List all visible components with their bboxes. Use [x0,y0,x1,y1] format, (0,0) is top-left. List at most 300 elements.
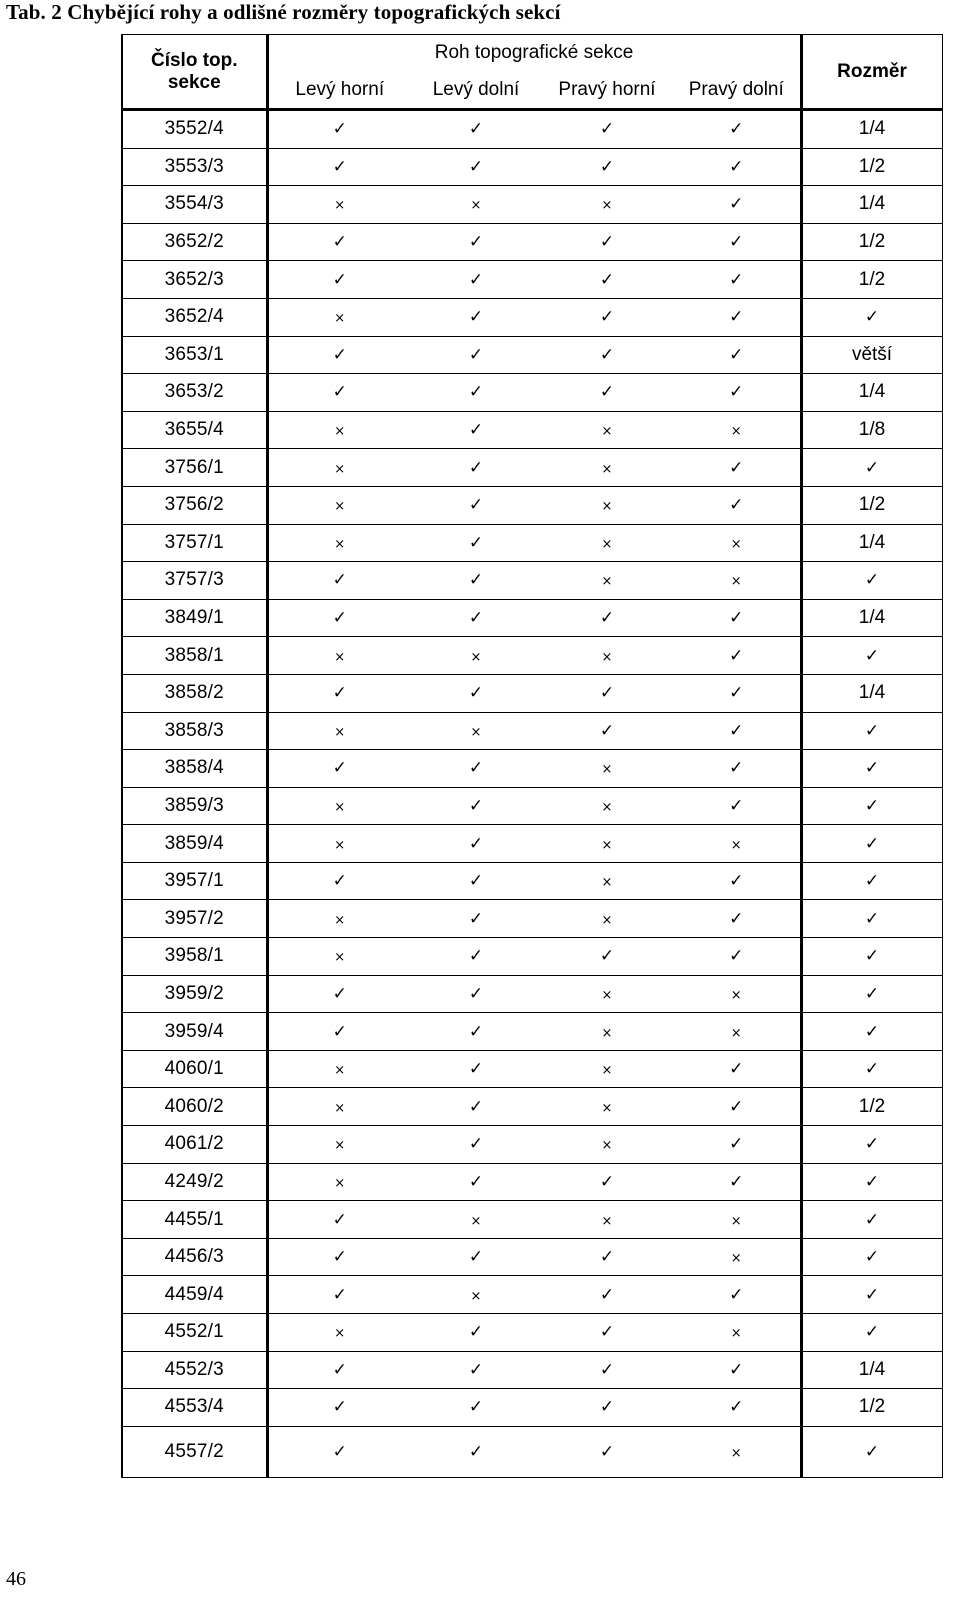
corner-cell [267,261,411,299]
table-row [122,938,942,976]
corner-cell [673,900,801,938]
check-icon: ✓ [864,795,880,816]
corner-cell [541,712,673,750]
section-number-cell: 4459/4 [122,1276,267,1314]
size-cell [801,486,942,524]
table-row [122,1163,942,1201]
check-icon: ✓ [864,1322,880,1343]
section-number-cell: 3957/2 [122,900,267,938]
size-cell [801,336,942,374]
corner-cell [411,1050,541,1088]
corner-cell [673,1201,801,1239]
corner-cell [267,1351,411,1389]
check-icon: ✓ [729,382,744,403]
cross-icon: × [334,912,346,928]
corner-cell [673,261,801,299]
corner-cell [541,637,673,675]
corner-cell [411,1013,541,1051]
cross-icon: × [601,1063,613,1079]
corner-cell [541,1314,673,1352]
cross-icon: × [601,461,613,477]
check-icon: ✓ [729,1059,744,1080]
corner-cell [673,1013,801,1051]
size-cell [801,223,942,261]
corner-cell [411,110,541,149]
corner-cell [267,374,411,412]
size-cell [801,449,942,487]
check-icon: ✓ [729,156,744,177]
check-icon: ✓ [599,1171,615,1192]
section-number-cell: 3958/1 [122,938,267,976]
table-row [122,148,942,186]
corner-cell [411,1238,541,1276]
corner-cell [411,1163,541,1201]
corner-cell [541,110,673,149]
corner-cell [673,938,801,976]
corner-cell [267,1050,411,1088]
corner-cell [541,938,673,976]
corner-cell [267,712,411,750]
table-row [122,862,942,900]
cross-icon: × [470,724,482,740]
corner-cell [267,186,411,224]
check-icon: ✓ [729,1284,744,1305]
cross-icon: × [334,1138,346,1154]
table-row [122,975,942,1013]
corner-cell [267,110,411,149]
table-row [122,1276,942,1314]
section-number-cell: 4553/4 [122,1389,267,1427]
table-row [122,562,942,600]
size-value: 1/4 [858,381,886,403]
corner-cell [411,1201,541,1239]
check-icon: ✓ [864,908,880,929]
check-icon: ✓ [729,683,744,704]
corner-cell [411,787,541,825]
corner-cell [673,411,801,449]
check-icon: ✓ [864,1284,880,1305]
corner-cell [673,110,801,149]
size-value: 1/4 [858,1358,886,1380]
corner-cell [267,486,411,524]
corner-cell [411,148,541,186]
section-number-cell: 3757/1 [122,524,267,562]
check-icon: ✓ [468,795,484,816]
check-icon: ✓ [468,908,484,929]
corner-cell [673,374,801,412]
check-icon: ✓ [332,344,347,365]
corner-cell [411,449,541,487]
size-value: 1/2 [858,1396,886,1418]
corner-cell [411,975,541,1013]
check-icon: ✓ [468,344,484,365]
corner-cell [673,862,801,900]
table-row [122,298,942,336]
check-icon: ✓ [864,1021,880,1042]
cross-icon: × [334,1063,346,1079]
header-corner-top-right: Pravý horní [541,71,673,110]
section-number-cell: 4455/1 [122,1201,267,1239]
corner-cell [673,298,801,336]
check-icon: ✓ [729,1397,744,1418]
table-caption: Tab. 2 Chybějící rohy a odlišné rozměry topografických sekcí [6,0,561,24]
corner-cell [411,1126,541,1164]
cross-icon: × [730,1251,742,1267]
size-value: 1/4 [858,193,886,215]
corner-cell [267,524,411,562]
table-row [122,1013,942,1051]
corner-cell [411,1389,541,1427]
section-number-cell: 3957/1 [122,862,267,900]
check-icon: ✓ [599,1247,615,1268]
section-number-cell: 4060/1 [122,1050,267,1088]
check-icon: ✓ [468,570,484,591]
header-size: Rozměr [801,35,942,110]
cross-icon: × [601,1100,613,1116]
corner-cell [411,637,541,675]
section-number-cell: 3959/2 [122,975,267,1013]
check-icon: ✓ [332,1397,347,1418]
cross-icon: × [730,574,742,590]
check-icon: ✓ [599,720,615,741]
table-row [122,1389,942,1427]
size-cell [801,1050,942,1088]
check-icon: ✓ [332,758,347,779]
check-icon: ✓ [332,382,347,403]
table-row [122,1426,942,1477]
size-cell [801,1389,942,1427]
size-cell [801,787,942,825]
check-icon: ✓ [729,608,744,629]
check-icon: ✓ [468,457,484,478]
check-icon: ✓ [332,1359,347,1380]
corner-cell [267,562,411,600]
check-icon: ✓ [729,307,744,328]
size-cell [801,261,942,299]
size-cell [801,1314,942,1352]
size-cell [801,186,942,224]
size-value: 1/2 [858,231,886,253]
table-row [122,1314,942,1352]
cross-icon: × [601,649,613,665]
page-number: 46 [6,1568,26,1590]
section-number-cell: 3756/1 [122,449,267,487]
section-number-cell: 3552/4 [122,110,267,149]
cross-icon: × [601,762,613,778]
check-icon: ✓ [864,871,880,892]
table-row [122,1238,942,1276]
corner-cell [673,1276,801,1314]
check-icon: ✓ [468,1322,484,1343]
cross-icon: × [730,987,742,1003]
check-icon: ✓ [729,269,744,290]
cross-icon: × [601,987,613,1003]
check-icon: ✓ [599,344,615,365]
cross-icon: × [470,1213,482,1229]
check-icon: ✓ [468,608,484,629]
check-icon: ✓ [332,1441,347,1462]
check-icon: ✓ [332,1209,347,1230]
cross-icon: × [334,424,346,440]
check-icon: ✓ [864,570,880,591]
cross-icon: × [334,536,346,552]
size-cell [801,674,942,712]
corner-cell [411,674,541,712]
check-icon: ✓ [599,1322,615,1343]
cross-icon: × [601,799,613,815]
corner-cell [411,1426,541,1477]
check-icon: ✓ [599,382,615,403]
check-icon: ✓ [332,232,347,253]
check-icon: ✓ [729,1134,744,1155]
table-row [122,712,942,750]
corner-cell [541,1050,673,1088]
check-icon: ✓ [332,269,347,290]
check-icon: ✓ [864,457,880,478]
table-row [122,1351,942,1389]
check-icon: ✓ [599,1441,615,1462]
check-icon: ✓ [468,758,484,779]
check-icon: ✓ [468,119,484,140]
cross-icon: × [601,912,613,928]
table-row [122,787,942,825]
corner-cell [267,825,411,863]
size-cell [801,750,942,788]
corner-cell [411,750,541,788]
section-number-cell: 3655/4 [122,411,267,449]
corner-cell [267,1314,411,1352]
section-number-cell: 3757/3 [122,562,267,600]
check-icon: ✓ [864,758,880,779]
corner-cell [411,261,541,299]
size-value: 1/2 [858,155,886,177]
corner-cell [267,298,411,336]
cross-icon: × [730,1025,742,1041]
corner-cell [673,787,801,825]
cross-icon: × [730,837,742,853]
check-icon: ✓ [599,119,615,140]
check-icon: ✓ [729,232,744,253]
corner-cell [267,449,411,487]
corner-cell [411,411,541,449]
corner-cell [541,862,673,900]
corner-cell [267,750,411,788]
corner-cell [673,1088,801,1126]
size-cell [801,1088,942,1126]
corner-cell [541,562,673,600]
size-cell [801,1013,942,1051]
cross-icon: × [601,198,613,214]
check-icon: ✓ [468,495,484,516]
header-section-line1: Číslo top. [150,49,238,71]
check-icon: ✓ [468,871,484,892]
corner-cell [267,637,411,675]
corner-cell [541,411,673,449]
corner-cell [541,1238,673,1276]
table-row [122,1050,942,1088]
corner-cell [267,411,411,449]
size-value: 1/4 [858,118,886,140]
table-row [122,524,942,562]
check-icon: ✓ [864,1059,880,1080]
table-row [122,110,942,149]
check-icon: ✓ [468,1171,484,1192]
check-icon: ✓ [468,1021,484,1042]
check-icon: ✓ [599,946,615,967]
check-icon: ✓ [599,269,615,290]
check-icon: ✓ [468,232,484,253]
corner-cell [673,486,801,524]
check-icon: ✓ [468,1096,484,1117]
header-corner-bottom-left: Levý dolní [411,71,541,110]
cross-icon: × [730,1213,742,1229]
corner-cell [541,148,673,186]
check-icon: ✓ [729,946,744,967]
size-cell [801,110,942,149]
size-cell [801,1426,942,1477]
corner-cell [267,1276,411,1314]
section-number-cell: 3859/4 [122,825,267,863]
header-section-line2: sekce [167,71,221,93]
corner-cell [267,1238,411,1276]
check-icon: ✓ [729,720,744,741]
cross-icon: × [334,499,346,515]
cross-icon: × [470,198,482,214]
section-number-cell: 4249/2 [122,1163,267,1201]
table-row [122,1201,942,1239]
corner-cell [541,1088,673,1126]
size-value: 1/4 [858,531,886,553]
check-icon: ✓ [332,1284,347,1305]
size-cell [801,1126,942,1164]
corner-cell [267,862,411,900]
corner-cell [541,336,673,374]
table-row [122,750,942,788]
cross-icon: × [470,1288,482,1304]
check-icon: ✓ [468,307,484,328]
corner-cell [411,1314,541,1352]
corner-cell [411,562,541,600]
check-icon: ✓ [468,1059,484,1080]
table-body [122,110,942,1478]
corner-cell [541,374,673,412]
corner-cell [267,1163,411,1201]
cross-icon: × [730,536,742,552]
corner-cell [411,900,541,938]
check-icon: ✓ [729,344,744,365]
check-icon: ✓ [864,833,880,854]
header-corner-bottom-right: Pravý dolní [673,71,801,110]
size-cell [801,1163,942,1201]
corner-cell [267,599,411,637]
size-value: 1/2 [858,1095,886,1117]
cross-icon: × [334,198,346,214]
check-icon: ✓ [864,1441,880,1462]
corner-cell [541,261,673,299]
section-number-cell: 3859/3 [122,787,267,825]
check-icon: ✓ [599,1359,615,1380]
corner-cell [541,1013,673,1051]
check-icon: ✓ [729,495,744,516]
size-cell [801,637,942,675]
size-value: 1/4 [858,682,886,704]
corner-cell [541,825,673,863]
corner-cell [411,223,541,261]
table-row [122,825,942,863]
cross-icon: × [334,1100,346,1116]
check-icon: ✓ [332,608,347,629]
cross-icon: × [334,461,346,477]
corner-cell [673,524,801,562]
section-number-cell: 4061/2 [122,1126,267,1164]
corner-cell [673,712,801,750]
check-icon: ✓ [599,156,615,177]
check-icon: ✓ [729,908,744,929]
corner-cell [541,223,673,261]
cross-icon: × [334,311,346,327]
corner-cell [541,524,673,562]
check-icon: ✓ [864,645,880,666]
cross-icon: × [334,799,346,815]
check-icon: ✓ [332,871,347,892]
corner-cell [267,1013,411,1051]
cross-icon: × [601,499,613,515]
section-number-cell: 3858/2 [122,674,267,712]
corner-cell [411,336,541,374]
check-icon: ✓ [729,119,744,140]
corner-cell [673,1050,801,1088]
check-icon: ✓ [468,946,484,967]
check-icon: ✓ [864,1171,880,1192]
corner-cell [541,750,673,788]
corner-cell [411,524,541,562]
section-number-cell: 4060/2 [122,1088,267,1126]
corner-cell [267,787,411,825]
corner-cell [673,336,801,374]
check-icon: ✓ [729,457,744,478]
check-icon: ✓ [599,1397,615,1418]
corner-cell [541,1163,673,1201]
size-value: 1/8 [858,419,886,441]
corner-cell [541,1201,673,1239]
cross-icon: × [730,1445,742,1461]
size-cell [801,1201,942,1239]
section-number-cell: 3553/3 [122,148,267,186]
check-icon: ✓ [599,608,615,629]
corner-cell [673,637,801,675]
corner-cell [267,148,411,186]
corner-cell [673,1126,801,1164]
corner-cell [411,1351,541,1389]
corner-cell [267,336,411,374]
cross-icon: × [334,724,346,740]
size-cell [801,298,942,336]
check-icon: ✓ [599,307,615,328]
size-value: 1/2 [858,494,886,516]
corner-cell [411,712,541,750]
size-cell [801,938,942,976]
corner-cell [541,1276,673,1314]
table-row [122,449,942,487]
cross-icon: × [601,1138,613,1154]
corner-cell [267,1088,411,1126]
size-cell [801,148,942,186]
corner-cell [673,1426,801,1477]
table-row [122,674,942,712]
corner-cell [673,1163,801,1201]
size-cell [801,1238,942,1276]
size-cell [801,975,942,1013]
